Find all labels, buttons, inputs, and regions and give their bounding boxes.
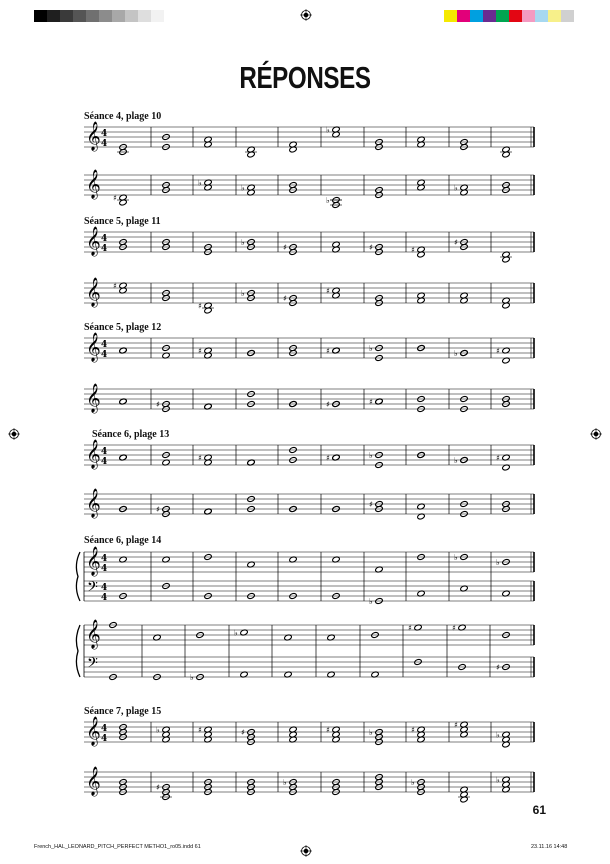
system-brace xyxy=(76,625,80,677)
treble-clef-icon: 𝄞 xyxy=(86,488,101,517)
time-signature-bottom: 4 xyxy=(101,564,108,574)
accidental-icon: ♯ xyxy=(283,243,287,252)
treble-clef-icon: 𝄞 xyxy=(86,332,101,361)
accidental-icon: ♭ xyxy=(411,778,415,787)
system-brace xyxy=(76,552,80,601)
accidental-icon: ♯ xyxy=(454,720,458,730)
accidental-icon: ♯ xyxy=(326,725,330,735)
accidental-icon: ♯ xyxy=(411,725,415,735)
accidental-icon: ♭ xyxy=(496,730,500,740)
accidental-icon: ♭ xyxy=(241,183,245,193)
accidental-icon: ♭ xyxy=(241,238,245,247)
accidental-icon: ♭ xyxy=(283,778,287,787)
treble-clef-icon: 𝄞 xyxy=(86,226,101,255)
accidental-icon: ♯ xyxy=(454,238,458,247)
print-date: 23.11.16 14:48 xyxy=(531,844,568,850)
accidental-icon: ♭ xyxy=(369,728,373,737)
accidental-icon: ♯ xyxy=(369,397,373,407)
section-label: Séance 6, plage 13 xyxy=(92,429,170,440)
time-signature-bottom: 4 xyxy=(101,244,108,254)
accidental-icon: ♭ xyxy=(496,558,500,567)
accidental-icon: ♭ xyxy=(369,597,373,606)
section-label: Séance 4, plage 10 xyxy=(84,111,162,122)
accidental-icon: ♭ xyxy=(454,349,458,358)
accidental-icon: ♯ xyxy=(326,346,330,356)
accidental-icon: ♯ xyxy=(156,505,160,514)
accidental-icon: ♯ xyxy=(283,294,287,303)
treble-clef-icon: 𝄞 xyxy=(86,383,101,412)
accidental-icon: ♯ xyxy=(156,783,160,792)
accidental-icon: ♯ xyxy=(369,500,373,509)
accidental-icon: ♯ xyxy=(198,453,202,463)
accidental-icon: ♭ xyxy=(156,725,160,735)
accidental-icon: ♯ xyxy=(198,346,202,356)
accidental-icon: ♯ xyxy=(326,453,330,463)
section-label: Séance 7, plage 15 xyxy=(84,706,162,717)
accidental-icon: ♭ xyxy=(454,553,458,562)
accidental-icon: ♯ xyxy=(326,286,330,296)
accidental-icon: ♯ xyxy=(113,281,117,291)
accidental-icon: ♯ xyxy=(496,346,500,356)
accidental-icon: ♯ xyxy=(369,243,373,252)
treble-clef-icon: 𝄞 xyxy=(86,766,101,795)
accidental-icon: ♭ xyxy=(369,344,373,353)
treble-clef-icon: 𝄞 xyxy=(86,546,101,575)
treble-clef-icon: 𝄞 xyxy=(86,121,101,150)
time-signature-top: 4 xyxy=(101,234,108,244)
treble-clef-icon: 𝄞 xyxy=(86,716,101,745)
accidental-icon: ♭ xyxy=(326,196,330,205)
accidental-icon: ♭ xyxy=(190,673,194,682)
accidental-icon: ♯ xyxy=(156,400,160,409)
time-signature-bottom: 4 xyxy=(101,593,108,603)
time-signature-bottom: 4 xyxy=(101,139,108,149)
time-signature-top: 4 xyxy=(101,447,108,457)
accidental-icon: ♯ xyxy=(408,623,412,633)
time-signature-top: 4 xyxy=(101,583,108,593)
page-title: RÉPONSES xyxy=(239,60,371,95)
accidental-icon: ♭ xyxy=(234,628,238,638)
time-signature-top: 4 xyxy=(101,724,108,734)
time-signature-bottom: 4 xyxy=(101,457,108,467)
accidental-icon: ♭ xyxy=(326,125,330,135)
accidental-icon: ♭ xyxy=(454,183,458,193)
time-signature-top: 4 xyxy=(101,129,108,139)
accidental-icon: ♯ xyxy=(496,663,500,672)
time-signature-top: 4 xyxy=(101,554,108,564)
accidental-icon: ♭ xyxy=(454,456,458,465)
accidental-icon: ♯ xyxy=(198,725,202,735)
treble-clef-icon: 𝄞 xyxy=(86,619,101,648)
accidental-icon: ♯ xyxy=(452,623,456,633)
time-signature-top: 4 xyxy=(101,340,108,350)
accidental-icon: ♯ xyxy=(496,453,500,463)
section-label: Séance 5, plage 12 xyxy=(84,322,162,333)
treble-clef-icon: 𝄞 xyxy=(86,169,101,198)
treble-clef-icon: 𝄞 xyxy=(86,439,101,468)
bass-clef-icon: 𝄢 xyxy=(87,579,98,599)
page-number: 61 xyxy=(532,803,546,817)
accidental-icon: ♯ xyxy=(198,301,202,311)
section-label: Séance 6, plage 14 xyxy=(84,535,162,546)
file-info: French_HAL_LEONARD_PITCH_PERFECT METHO1_ro05.indd 61 xyxy=(34,844,201,850)
accidental-icon: ♭ xyxy=(369,451,373,460)
accidental-icon: ♭ xyxy=(496,775,500,785)
time-signature-bottom: 4 xyxy=(101,734,108,744)
treble-clef-icon: 𝄞 xyxy=(86,277,101,306)
section-label: Séance 5, plage 11 xyxy=(84,216,161,227)
accidental-icon: ♭ xyxy=(241,289,245,298)
time-signature-bottom: 4 xyxy=(101,350,108,360)
bass-clef-icon: 𝄢 xyxy=(87,655,98,675)
accidental-icon: ♯ xyxy=(411,245,415,255)
accidental-icon: ♯ xyxy=(113,193,117,203)
accidental-icon: ♯ xyxy=(241,728,245,737)
accidental-icon: ♯ xyxy=(326,400,330,409)
accidental-icon: ♭ xyxy=(198,178,202,188)
